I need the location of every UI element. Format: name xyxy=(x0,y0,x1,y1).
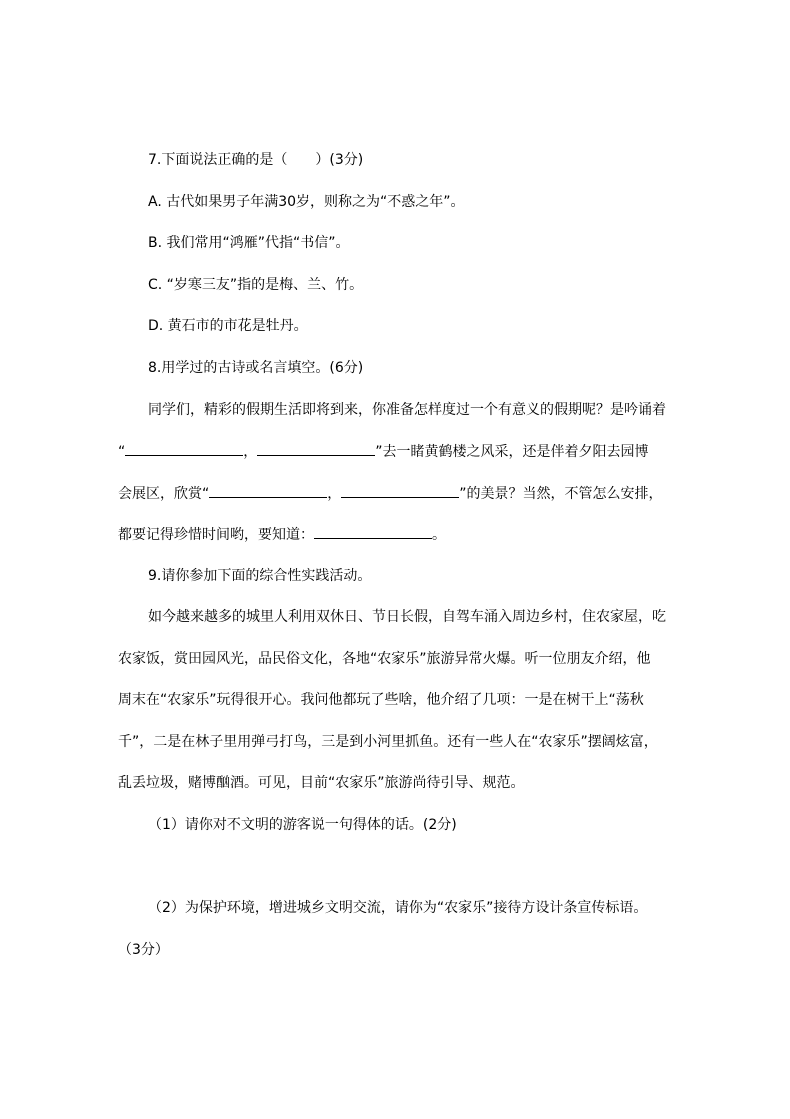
q8-line3-head: 会展区，欣赏“ xyxy=(118,486,210,502)
q8-line4 xyxy=(118,524,446,545)
q9-passage-line-5: 乱丢垃圾，赌博酗酒。可见，目前“农家乐”旅游尚待引导、规范。 xyxy=(118,775,525,791)
q9-passage-line-2: 农家饭，赏田园风光，品民俗文化，各地“农家乐”旅游异常火爆。听一位朋友介绍，他 xyxy=(118,651,651,667)
q8-open-quote: “ xyxy=(118,444,126,460)
q7-stem: 7.下面说法正确的是（ ）(3分) xyxy=(148,152,364,168)
q8-line1: 同学们，精彩的假期生活即将到来，你准备怎样度过一个有意义的假期呢？是吟诵着 xyxy=(148,402,666,418)
q7-option-a: A. 古代如果男子年满30岁，则称之为“不惑之年”。 xyxy=(148,194,465,210)
q8-line4-tail: 。 xyxy=(432,527,446,543)
q8-blank-5[interactable] xyxy=(314,524,432,539)
q8-line2-tail: ”去一睹黄鹤楼之风采，还是伴着夕阳去园博 xyxy=(375,444,649,460)
q9-sub2: （2）为保护环境，增进城乡文明交流，请你为“农家乐”接待方设计条宣传标语。 xyxy=(148,900,648,916)
q8-comma-1: ， xyxy=(243,444,258,460)
q8-blank-3[interactable] xyxy=(209,483,327,498)
q8-blank-2[interactable] xyxy=(257,441,375,456)
q9-passage-line-1: 如今越来越多的城里人利用双休日、节日长假，自驾车涌入周边乡村，住农家屋，吃 xyxy=(148,609,666,625)
q7-option-c: C. “岁寒三友”指的是梅、兰、竹。 xyxy=(148,277,364,293)
q8-blank-4[interactable] xyxy=(341,483,459,498)
q9-passage-line-4: 千”，二是在林子里用弹弓打鸟，三是到小河里抓鱼。还有一些人在“农家乐”摆阔炫富， xyxy=(118,734,658,750)
q8-stem: 8.用学过的古诗或名言填空。(6分) xyxy=(148,360,364,376)
q9-passage-line-3: 周末在“农家乐”玩得很开心。我问他都玩了些啥，他介绍了几项：一是在树干上“荡秋 xyxy=(118,692,644,708)
q7-option-b: B. 我们常用“鸿雁”代指“书信”。 xyxy=(148,235,350,251)
q8-line2 xyxy=(118,441,649,462)
q9-stem: 9.请你参加下面的综合性实践活动。 xyxy=(148,568,372,584)
q8-line4-head: 都要记得珍惜时间哟，要知道： xyxy=(118,527,314,543)
q8-blank-1[interactable] xyxy=(125,441,243,456)
q8-line3 xyxy=(118,483,663,504)
q9-sub1: （1）请你对不文明的游客说一句得体的话。(2分) xyxy=(148,817,457,833)
q7-option-d: D. 黄石市的市花是牡丹。 xyxy=(148,318,308,334)
q9-sub2-score: （3分） xyxy=(118,942,169,958)
q8-comma-2: ， xyxy=(327,486,342,502)
q8-line3-tail: ”的美景？当然，不管怎么安排， xyxy=(459,486,663,502)
